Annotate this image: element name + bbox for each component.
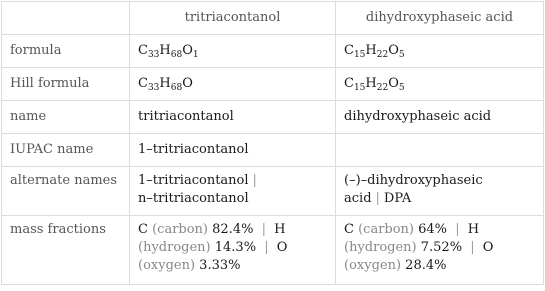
separator: |: [261, 222, 266, 237]
element-count: 5: [398, 50, 405, 60]
table-row: [2, 216, 544, 285]
element-symbol: H: [159, 76, 171, 91]
table-row: [2, 167, 544, 216]
fraction-value: 14.3%: [214, 240, 257, 255]
alternate-names-dihydroxyphaseic-acid: [336, 167, 543, 208]
separator: |: [455, 222, 460, 237]
element-symbol: C: [344, 76, 354, 91]
table-row: [2, 68, 544, 101]
element-count: 22: [376, 50, 389, 60]
separator: |: [470, 240, 475, 255]
element-name: (hydrogen): [344, 240, 421, 255]
element-symbol: O: [482, 240, 494, 255]
table-row: [2, 35, 544, 68]
hill-formula-tritriacontanol: [130, 68, 335, 93]
comparison-table: [1, 1, 544, 285]
element-symbol: C: [344, 222, 354, 237]
element-name: (carbon): [147, 222, 213, 237]
separator: |: [252, 173, 257, 188]
element-name: (oxygen): [344, 258, 406, 273]
row-label-iupac-name: IUPAC name: [10, 142, 94, 157]
iupac-name-tritriacontanol: 1–tritriacontanol: [138, 142, 249, 157]
mass-fraction: [138, 222, 253, 237]
element-symbol: O: [276, 240, 288, 255]
alternate-name: (–)–dihydroxyphaseic acid: [344, 173, 483, 206]
fraction-value: 28.4%: [405, 258, 447, 273]
element-count: 5: [398, 83, 405, 93]
header-dihydroxyphaseic-acid: dihydroxyphaseic acid: [336, 2, 544, 35]
element-count: 15: [353, 50, 366, 60]
element-symbol: H: [274, 222, 286, 237]
row-label-name: name: [10, 109, 47, 124]
element-count: 68: [170, 83, 183, 93]
element-symbol: O: [388, 43, 399, 58]
formula-dihydroxyphaseic-acid: [336, 35, 543, 60]
table-row: [2, 101, 544, 134]
hill-formula-dihydroxyphaseic-acid: [336, 68, 543, 93]
element-symbol: C: [138, 43, 148, 58]
element-name: (hydrogen): [138, 240, 215, 255]
separator: |: [264, 240, 269, 255]
fraction-value: 82.4%: [212, 222, 254, 237]
table-row: [2, 134, 544, 167]
element-symbol: O: [182, 76, 193, 91]
row-label-alternate-names: alternate names: [10, 173, 118, 188]
element-symbol: C: [344, 43, 354, 58]
name-tritriacontanol: tritriacontanol: [138, 109, 234, 124]
fraction-value: 64%: [418, 222, 448, 237]
element-count: 22: [376, 83, 389, 93]
element-count: 68: [170, 50, 183, 60]
alternate-name: DPA: [383, 191, 412, 206]
alternate-name: 1–tritriacontanol: [138, 173, 249, 188]
element-name: (carbon): [353, 222, 419, 237]
header-empty: [2, 2, 130, 35]
element-count: 33: [147, 50, 160, 60]
name-dihydroxyphaseic-acid: dihydroxyphaseic acid: [344, 109, 492, 124]
mass-fractions-dihydroxyphaseic-acid: [336, 216, 543, 275]
element-count: 15: [353, 83, 366, 93]
separator: |: [375, 191, 380, 206]
element-symbol: C: [138, 222, 148, 237]
fraction-value: 7.52%: [420, 240, 463, 255]
header-tritriacontanol: tritriacontanol: [130, 2, 336, 35]
element-symbol: H: [365, 43, 377, 58]
row-label-formula: formula: [10, 43, 62, 58]
element-symbol: H: [365, 76, 377, 91]
element-count: 33: [147, 83, 160, 93]
element-symbol: H: [159, 43, 171, 58]
alternate-name: n–tritriacontanol: [138, 191, 249, 206]
fraction-value: 3.33%: [199, 258, 241, 273]
header-row: [2, 2, 544, 35]
iupac-name-dihydroxyphaseic-acid: [336, 134, 543, 141]
element-symbol: O: [182, 43, 193, 58]
mass-fractions-tritriacontanol: [130, 216, 335, 275]
mass-fraction: [344, 222, 447, 237]
row-label-mass-fractions: mass fractions: [10, 222, 106, 237]
element-name: (oxygen): [138, 258, 200, 273]
element-count: 1: [192, 50, 199, 60]
element-symbol: C: [138, 76, 148, 91]
formula-tritriacontanol: [130, 35, 335, 60]
element-symbol: H: [467, 222, 480, 237]
element-symbol: O: [388, 76, 399, 91]
row-label-hill-formula: Hill formula: [10, 76, 90, 91]
alternate-names-tritriacontanol: [130, 167, 335, 208]
